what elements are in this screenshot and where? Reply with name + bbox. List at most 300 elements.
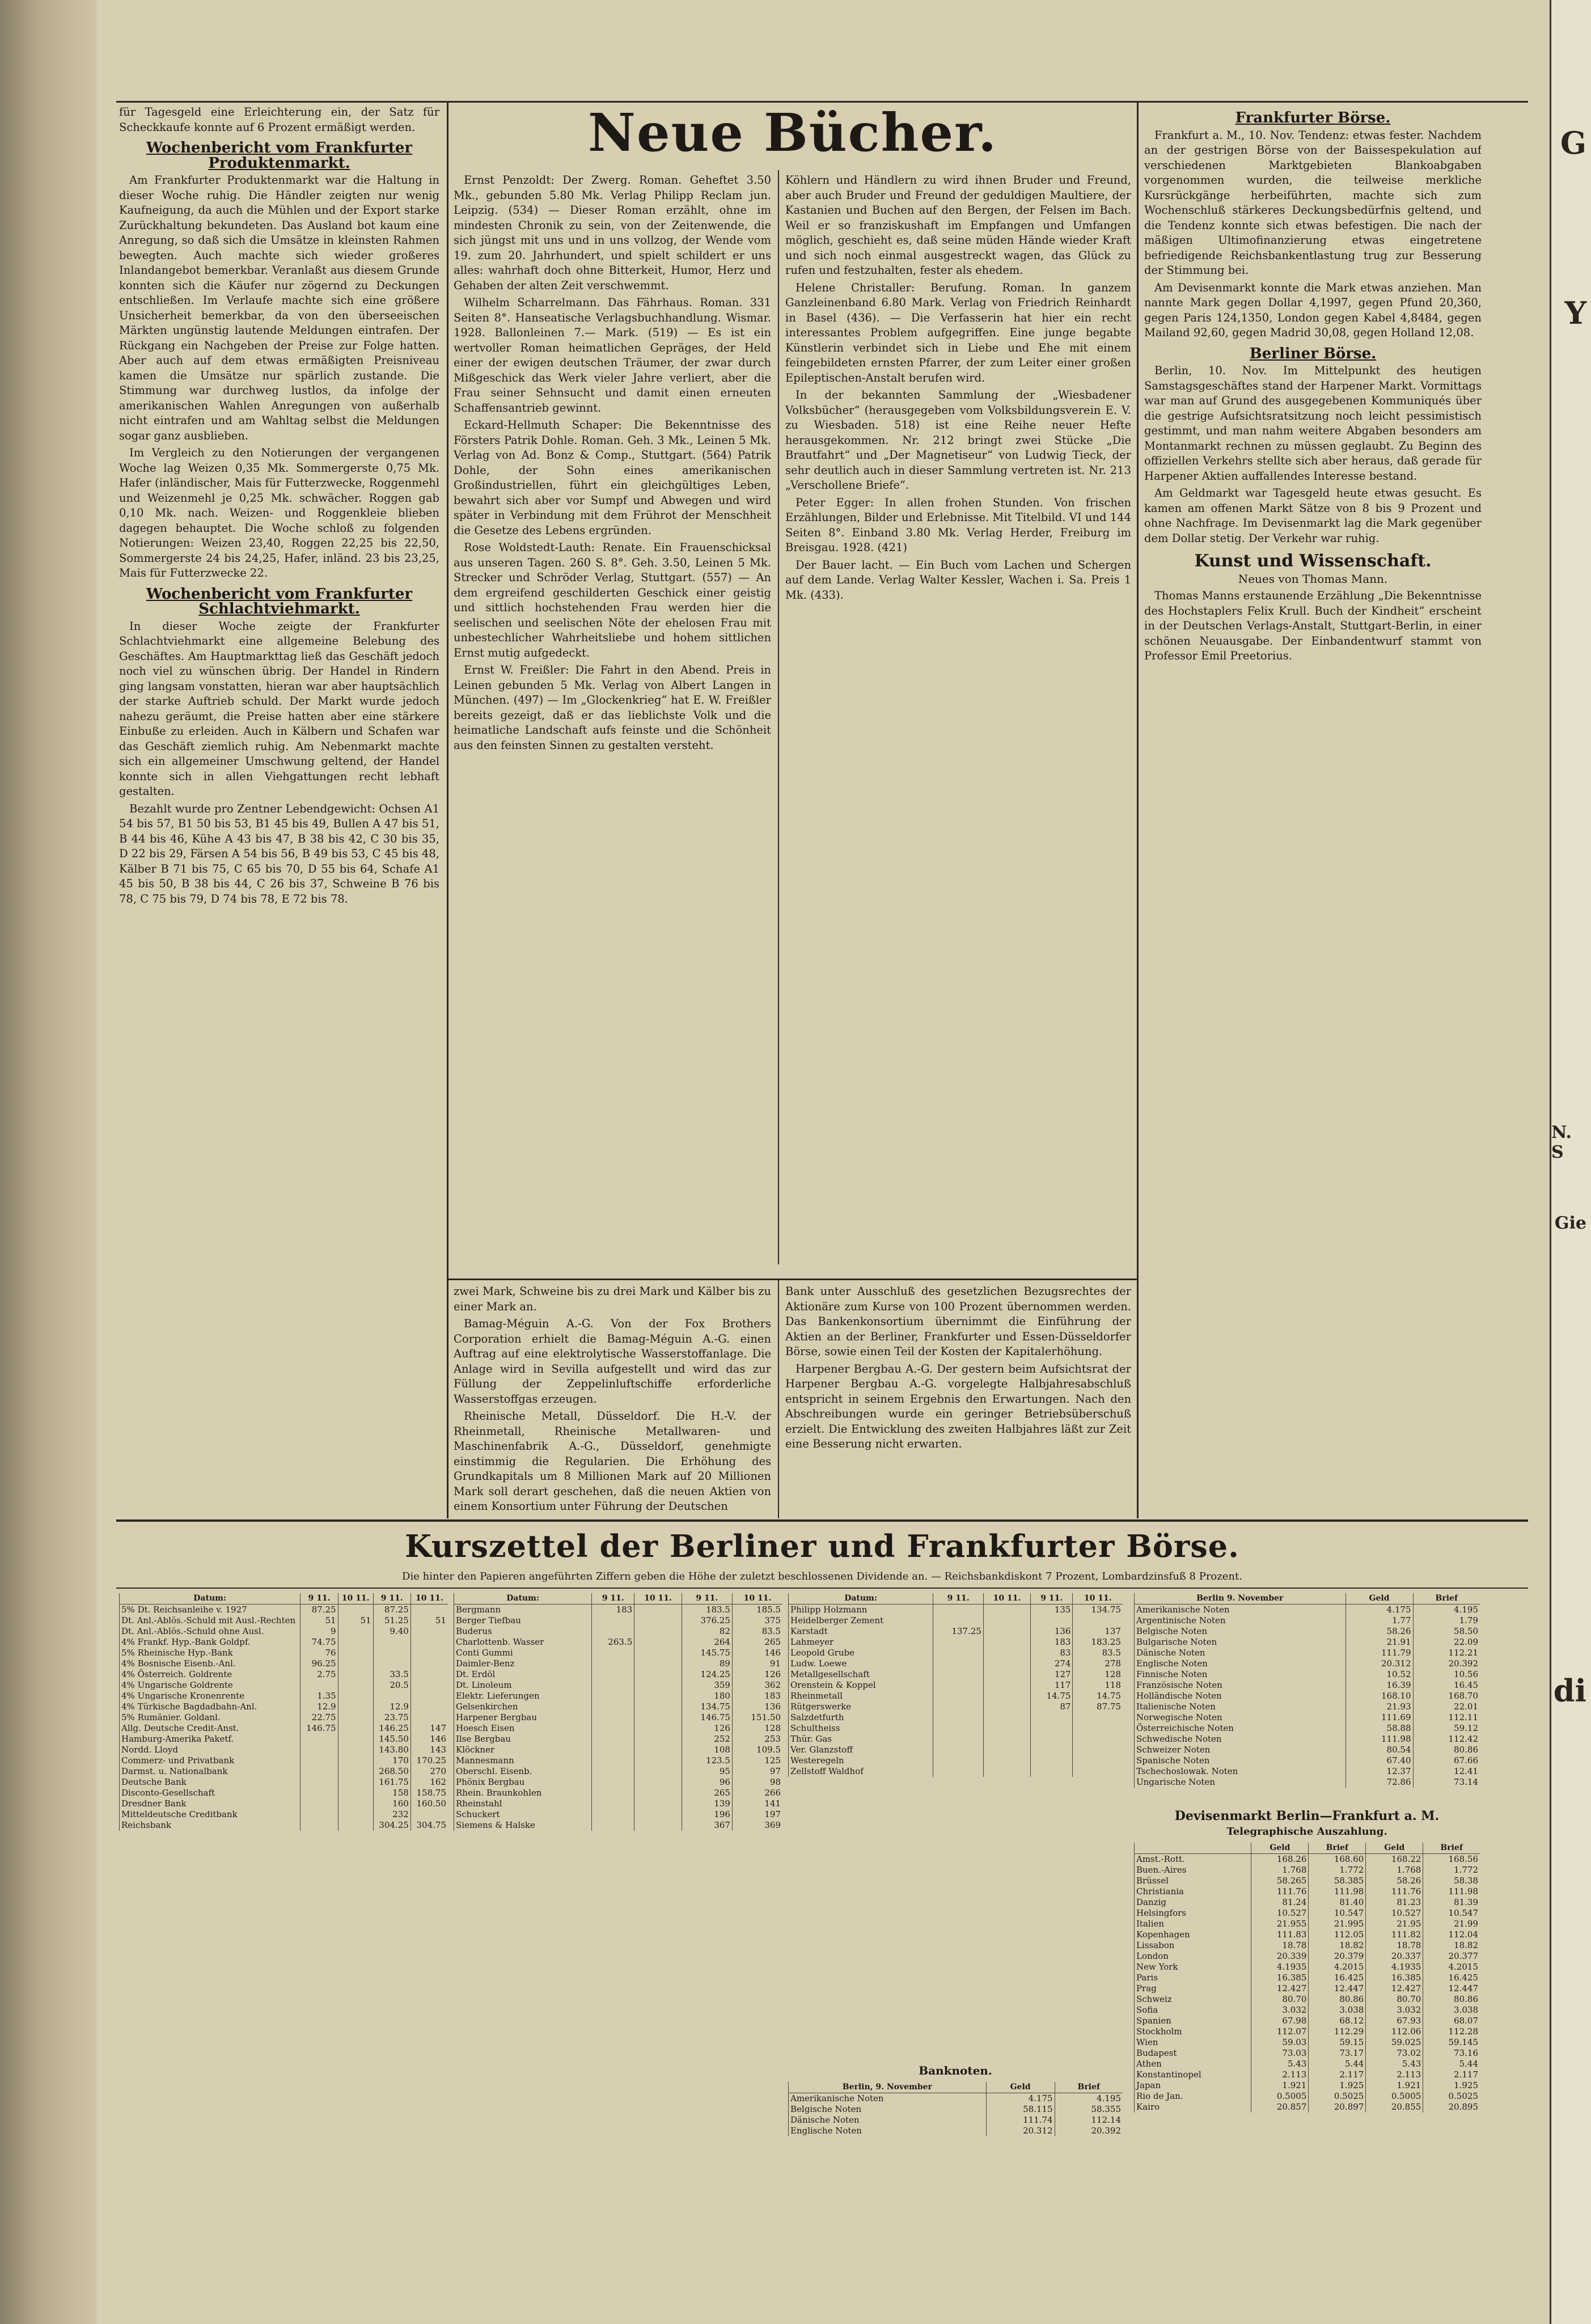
banknoten-row bbox=[789, 2115, 1123, 2126]
column-header: 9 11. bbox=[933, 1593, 984, 1605]
security-name: Ungarische Noten bbox=[1135, 1777, 1346, 1788]
paragraph: Rheinische Metall, Düsseldorf. Die H.-V. der Rheinmetall, Rheinische Metallwaren- und Maschinenfabrik A.-G., Düsseldorf, genehmigte einstimmig die Regularien. Die Erhöhung des Grundkapitals um 8 Millionen Mark auf 20 Millionen Mark soll derart geschehen, daß die neuen Aktien von einem Konsortium unter Führung der Deutschen bbox=[454, 1409, 771, 1513]
kurs-row bbox=[454, 1788, 783, 1798]
quote-value: 147 bbox=[411, 1723, 448, 1734]
quote-value bbox=[983, 1669, 1030, 1680]
quote-value bbox=[592, 1766, 634, 1777]
quote-value: 97 bbox=[732, 1766, 782, 1777]
quote-value bbox=[592, 1691, 634, 1701]
quote-value: 20.339 bbox=[1251, 1951, 1309, 1962]
security-name: Buderus bbox=[454, 1626, 592, 1637]
quote-value bbox=[1073, 1734, 1123, 1745]
kurs-row bbox=[120, 1734, 448, 1745]
quote-value bbox=[983, 1701, 1030, 1712]
column-header: Geld bbox=[1345, 1593, 1413, 1605]
devisen-row bbox=[1135, 1886, 1480, 1897]
quote-value bbox=[634, 1701, 682, 1712]
noten-row bbox=[1135, 1701, 1480, 1712]
quote-value: 3.032 bbox=[1251, 2005, 1309, 2016]
column-header bbox=[1135, 1843, 1251, 1854]
noten-row bbox=[1135, 1691, 1480, 1701]
quote-value bbox=[634, 1691, 682, 1701]
column-header: Brief bbox=[1413, 1593, 1480, 1605]
devisen-row bbox=[1135, 2048, 1480, 2059]
security-name: Bergmann bbox=[454, 1605, 592, 1616]
paragraph: Harpener Bergbau A.-G. Der gestern beim Aufsichtsrat der Harpener Bergbau A.-G. vorgelegte Halbjahresabschluß entspricht in seinem Ergebnis den Erwartungen. Nach den Abschreibungen wurde ein geringer Betriebsüberschuß erzielt. Die Entwicklung des zweiten Halbjahres läßt zur Zeit eine Besserung nicht erwarten. bbox=[785, 1362, 1131, 1450]
quote-value bbox=[933, 1691, 984, 1701]
quote-value: 51.25 bbox=[373, 1615, 411, 1626]
security-name: Nordd. Lloyd bbox=[120, 1745, 301, 1755]
quote-value: 134.75 bbox=[682, 1701, 732, 1712]
devisen-row bbox=[1135, 1865, 1480, 1876]
quote-value: 12.9 bbox=[373, 1701, 411, 1712]
quote-value: 111.74 bbox=[986, 2115, 1055, 2126]
kurs-rule bbox=[116, 1588, 1528, 1589]
security-name: Mitteldeutsche Creditbank bbox=[120, 1809, 301, 1820]
quote-value: 2.113 bbox=[1251, 2069, 1309, 2080]
kurs-row bbox=[789, 1658, 1123, 1669]
security-name: Finnische Noten bbox=[1135, 1669, 1346, 1680]
quote-value: 264 bbox=[682, 1637, 732, 1648]
quote-value: 18.82 bbox=[1309, 1940, 1366, 1951]
kurs-row bbox=[120, 1798, 448, 1809]
security-name: Italienische Noten bbox=[1135, 1701, 1346, 1712]
kurs-table-renten bbox=[119, 1593, 448, 1831]
quote-value: 265 bbox=[682, 1788, 732, 1798]
security-name: Disconto-Gesellschaft bbox=[120, 1788, 301, 1798]
kurs-row bbox=[789, 1626, 1123, 1637]
quote-value bbox=[933, 1755, 984, 1766]
quote-value bbox=[933, 1680, 984, 1691]
quote-value: 80.70 bbox=[1366, 1994, 1423, 2005]
quote-value: 80.86 bbox=[1423, 1994, 1480, 2005]
kurszettel-subtitle: Die hinter den Papieren angeführten Ziffern geben die Höhe der zuletzt beschlossenen Dividende an. — Reichsbankdiskont 7 Prozent, Lombardzinsfuß 8 Prozent. bbox=[402, 1571, 1242, 1582]
security-name: Commerz- und Privatbank bbox=[120, 1755, 301, 1766]
quote-value: 67.98 bbox=[1251, 2016, 1309, 2026]
quote-value: 143 bbox=[411, 1745, 448, 1755]
book-review: Rose Woldstedt-Lauth: Renate. Ein Frauenschicksal aus unseren Tagen. 260 S. 8°. Geh. 3.50, Leinen 5 Mk. Strecker und Schröder Verlag, Stuttgart. (557) — An dem ergreifend geschilderten Geschick einer geistig und sittlich hochstehenden Frau werden hier die seelischen und seelischen Nöte der ehelosen Frau mit unbestechlicher Wahrheitsliebe und hohem sittlichen Ernst mutig aufgedeckt. bbox=[454, 541, 771, 659]
quote-value: 67.40 bbox=[1345, 1755, 1413, 1766]
quote-value bbox=[338, 1809, 373, 1820]
banknoten-row bbox=[789, 2104, 1123, 2115]
kurs-row bbox=[789, 1766, 1123, 1777]
section-heading: Berliner Börse. bbox=[1249, 345, 1377, 362]
security-name: Rhein. Braunkohlen bbox=[454, 1788, 592, 1798]
security-name: Karstadt bbox=[789, 1626, 933, 1637]
quote-value: 68.07 bbox=[1423, 2016, 1480, 2026]
quote-value: 265 bbox=[732, 1637, 782, 1648]
quote-value bbox=[592, 1745, 634, 1755]
security-name: Schuckert bbox=[454, 1809, 592, 1820]
quote-value: 232 bbox=[373, 1809, 411, 1820]
quote-value bbox=[411, 1701, 448, 1712]
quote-value bbox=[338, 1680, 373, 1691]
quote-value: 12.9 bbox=[301, 1701, 338, 1712]
quote-value: 117 bbox=[1031, 1680, 1073, 1691]
quote-value bbox=[983, 1626, 1030, 1637]
quote-value: 0.5005 bbox=[1251, 2091, 1309, 2102]
quote-value: 80.70 bbox=[1251, 1994, 1309, 2005]
quote-value: 143.80 bbox=[373, 1745, 411, 1755]
quote-value: 4.175 bbox=[986, 2093, 1055, 2105]
quote-value bbox=[338, 1605, 373, 1616]
security-name: Mannesmann bbox=[454, 1755, 592, 1766]
quote-value: 124.25 bbox=[682, 1669, 732, 1680]
quote-value bbox=[592, 1626, 634, 1637]
security-name: Gelsenkirchen bbox=[454, 1701, 592, 1712]
quote-value: 151.50 bbox=[732, 1712, 782, 1723]
security-name: Deutsche Bank bbox=[120, 1777, 301, 1788]
quote-value bbox=[983, 1755, 1030, 1766]
quote-value: 1.772 bbox=[1423, 1865, 1480, 1876]
column-header: Brief bbox=[1055, 2082, 1123, 2093]
book-review: Ernst W. Freißler: Die Fahrt in den Abend. Preis in Leinen gebunden 5 Mk. Verlag von Albert Langen in München. (497) — Im „Glockenkrieg“ hat E. W. Freißler bereits gezeigt, daß er das lieblichste Volk und die heimatliche Landschaft aufs feinste und die Schönheit aus den feinsten Sinnen zu gestalten versteht. bbox=[454, 663, 771, 752]
quote-value bbox=[983, 1658, 1030, 1669]
quote-value: 183.25 bbox=[1073, 1637, 1123, 1648]
security-name: 4% Ungarische Goldrente bbox=[120, 1680, 301, 1691]
column-header: Geld bbox=[986, 2082, 1055, 2093]
noten-row bbox=[1135, 1680, 1480, 1691]
kurs-row bbox=[454, 1669, 783, 1680]
quote-value: 127 bbox=[1031, 1669, 1073, 1680]
quote-value: 73.16 bbox=[1423, 2048, 1480, 2059]
quote-value: 58.50 bbox=[1413, 1626, 1480, 1637]
quote-value: 10.547 bbox=[1309, 1908, 1366, 1919]
paragraph: Bank unter Ausschluß des gesetzlichen Bezugsrechtes der Aktionäre zum Kurse von 100 Prozent übernommen werden. Das Bankenkonsortium übernimmt die Einführung der Aktien an der Berliner, Frankfurter und Essen-Düsseldorfer Börse, sowie einen Teil der Kosten der Kapitalerhöhung. bbox=[785, 1285, 1131, 1358]
strip-letter: N. S bbox=[1551, 1123, 1572, 1162]
quote-value: 20.392 bbox=[1055, 2126, 1123, 2136]
quote-value: 112.04 bbox=[1423, 1929, 1480, 1940]
quote-value bbox=[983, 1637, 1030, 1648]
security-name: Stockholm bbox=[1135, 2026, 1251, 2037]
noten-row bbox=[1135, 1766, 1480, 1777]
column-header: 10 11. bbox=[411, 1593, 448, 1605]
column-header: 9 11. bbox=[592, 1593, 634, 1605]
kurs-row bbox=[120, 1745, 448, 1755]
noten-row bbox=[1135, 1755, 1480, 1766]
quote-value: 137 bbox=[1073, 1626, 1123, 1637]
security-name: Siemens & Halske bbox=[454, 1820, 592, 1831]
quote-value: 183 bbox=[732, 1691, 782, 1701]
quote-value: 51 bbox=[338, 1615, 373, 1626]
quote-value bbox=[983, 1745, 1030, 1755]
devisen-row bbox=[1135, 1929, 1480, 1940]
paragraph: Frankfurt a. M., 10. Nov. Tendenz: etwas fester. Nachdem an der gestrigen Börse von der Baissespekulation auf verschiedenen Marktgebieten Blankoabgaben vorgenommen wurden, die teilweise merkliche Kursrückgänge herbeiführten, machte sich zum Wochenschluß stärkeres Deckungsbedürfnis geltend, und die Tendenz konnte sich etwas befestigen. Die nach der mäßigen Ultimofinanzierung etwas eingetretene befriedigende Reichsbankentlastung trug zur Besserung der Stimmung bei. bbox=[1144, 128, 1482, 277]
quote-value: 162 bbox=[411, 1777, 448, 1788]
quote-value: 16.425 bbox=[1309, 1972, 1366, 1983]
quote-value: 0.5025 bbox=[1309, 2091, 1366, 2102]
quote-value bbox=[634, 1745, 682, 1755]
security-name: Amst.-Rott. bbox=[1135, 1854, 1251, 1865]
quote-value bbox=[592, 1777, 634, 1788]
security-name: Phönix Bergbau bbox=[454, 1777, 592, 1788]
quote-value: 112.11 bbox=[1413, 1712, 1480, 1723]
security-name: Darmst. u. Nationalbank bbox=[120, 1766, 301, 1777]
devisen-row bbox=[1135, 2026, 1480, 2037]
quote-value: 80.54 bbox=[1345, 1745, 1413, 1755]
kurs-row bbox=[120, 1723, 448, 1734]
security-name: Dt. Erdöl bbox=[454, 1669, 592, 1680]
subheading: Neues von Thomas Mann. bbox=[1238, 572, 1388, 586]
strip-letter: Y bbox=[1564, 295, 1586, 331]
quote-value: 111.76 bbox=[1366, 1886, 1423, 1897]
quote-value bbox=[592, 1669, 634, 1680]
kurs-row bbox=[789, 1680, 1123, 1691]
quote-value: 270 bbox=[411, 1766, 448, 1777]
quote-value: 21.95 bbox=[1366, 1919, 1423, 1929]
kurs-row bbox=[454, 1755, 783, 1766]
kurs-row bbox=[789, 1648, 1123, 1658]
book-review: Peter Egger: In allen frohen Stunden. Von frischen Erzählungen, Bilder und Erlebnisse. Mit Titelbild. VI und 144 Seiten 8°. Einband 3.80 Mk. Verlag Herder, Freiburg im Breisgau. 1928. (421) bbox=[785, 496, 1131, 554]
quote-value: 80.86 bbox=[1309, 1994, 1366, 2005]
quote-value: 9.40 bbox=[373, 1626, 411, 1637]
security-name: Kairo bbox=[1135, 2102, 1251, 2113]
quote-value: 59.025 bbox=[1366, 2037, 1423, 2048]
quote-value: 58.385 bbox=[1309, 1876, 1366, 1886]
quote-value: 4.195 bbox=[1413, 1605, 1480, 1616]
security-name: Athen bbox=[1135, 2059, 1251, 2069]
quote-value bbox=[1031, 1712, 1073, 1723]
quote-value: 123.5 bbox=[682, 1755, 732, 1766]
quote-value bbox=[301, 1680, 338, 1691]
quote-value bbox=[933, 1734, 984, 1745]
quote-value: 16.39 bbox=[1345, 1680, 1413, 1691]
quote-value: 59.145 bbox=[1423, 2037, 1480, 2048]
section-heading: Wochenbericht vom Frankfurter Schlachtviehmarkt. bbox=[146, 585, 413, 617]
security-name: Schultheiss bbox=[789, 1723, 933, 1734]
quote-value: 12.427 bbox=[1366, 1983, 1423, 1994]
quote-value: 376.25 bbox=[682, 1615, 732, 1626]
quote-value: 2.117 bbox=[1423, 2069, 1480, 2080]
banknoten-row bbox=[789, 2126, 1123, 2136]
column-wirtschaft-2 bbox=[785, 1284, 1131, 1517]
quote-value bbox=[338, 1712, 373, 1723]
noten-row bbox=[1135, 1712, 1480, 1723]
quote-value: 10.547 bbox=[1423, 1908, 1480, 1919]
security-name: Ilse Bergbau bbox=[454, 1734, 592, 1745]
quote-value bbox=[411, 1626, 448, 1637]
kurs-row bbox=[120, 1626, 448, 1637]
security-name: Rheinstahl bbox=[454, 1798, 592, 1809]
security-name: Budapest bbox=[1135, 2048, 1251, 2059]
quote-value bbox=[338, 1734, 373, 1745]
kurs-row bbox=[789, 1605, 1123, 1616]
quote-value bbox=[338, 1745, 373, 1755]
book-review: In der bekannten Sammlung der „Wiesbadener Volksbücher“ (herausgegeben vom Volksbildungsverein E. V. zu Wiesbaden. 518) ist eine Reihe neuer Hefte herausgekommen. Nr. 212 bringt zwei Stücke „Die Brautfahrt“ und „Der Magnetiseur“ von Ludwig Tieck, der sehr deutlich auch in dieser Sammlung vertreten ist. Nr. 213 „Verschollene Briefe“. bbox=[785, 388, 1131, 492]
quote-value: 12.37 bbox=[1345, 1766, 1413, 1777]
devisen-table bbox=[1134, 1843, 1480, 2113]
column-boerse bbox=[1144, 105, 1482, 1517]
quote-value bbox=[1073, 1766, 1123, 1777]
kurs-row bbox=[454, 1605, 783, 1616]
quote-value: 118 bbox=[1073, 1680, 1123, 1691]
quote-value bbox=[338, 1788, 373, 1798]
security-name: Elektr. Lieferungen bbox=[454, 1691, 592, 1701]
paragraph: Bamag-Méguin A.-G. Von der Fox Brothers Corporation erhielt die Bamag-Méguin A.-G. einen Auftrag auf eine elektrolytische Wasserstoffanlage. Die Anlage wird in Sevilla aufgestellt und wird das zur Füllung der Zeppelinluftschiffe erforderliche Wasserstoffgas erzeugen. bbox=[454, 1317, 771, 1406]
quote-value: 109.5 bbox=[732, 1745, 782, 1755]
quote-value: 161.75 bbox=[373, 1777, 411, 1788]
devisen-row bbox=[1135, 1972, 1480, 1983]
quote-value: 1.925 bbox=[1423, 2080, 1480, 2091]
quote-value bbox=[1073, 1745, 1123, 1755]
security-name: Lahmeyer bbox=[789, 1637, 933, 1648]
kurs-row bbox=[120, 1680, 448, 1691]
kurs-row bbox=[120, 1788, 448, 1798]
quote-value bbox=[338, 1820, 373, 1831]
devisen-row bbox=[1135, 2102, 1480, 2113]
table-header-row bbox=[789, 1593, 1123, 1605]
quote-value: 126 bbox=[682, 1723, 732, 1734]
quote-value bbox=[592, 1798, 634, 1809]
book-review: Eckard-Hellmuth Schaper: Die Bekenntnisse des Försters Patrik Dohle. Roman. Geh. 3 Mk., Leinen 5 Mk. Verlag von Ad. Bonz & Comp., Stuttgart. (564) Patrik Dohle, der Sohn eines amerikanischen Großindustriellen, führt ein gleichgültiges Leben, bewahrt sich aber vor Sumpf und Abwegen und wird später in Verbindung mit dem Frührot der Menschheit die Gesetze des Lebens ergründen. bbox=[454, 418, 771, 537]
noten-row bbox=[1135, 1648, 1480, 1658]
column-rule bbox=[778, 1280, 779, 1518]
quote-value: 278 bbox=[1073, 1658, 1123, 1669]
kurs-row bbox=[454, 1820, 783, 1831]
quote-value: 96.25 bbox=[301, 1658, 338, 1669]
kurs-row bbox=[120, 1669, 448, 1680]
quote-value bbox=[411, 1680, 448, 1691]
quote-value: 1.768 bbox=[1366, 1865, 1423, 1876]
security-name: Argentinische Noten bbox=[1135, 1615, 1346, 1626]
quote-value bbox=[634, 1809, 682, 1820]
quote-value bbox=[592, 1615, 634, 1626]
quote-value: 111.98 bbox=[1345, 1734, 1413, 1745]
security-name: Sofia bbox=[1135, 2005, 1251, 2016]
paragraph: Am Geldmarkt war Tagesgeld heute etwas gesucht. Es kamen am offenen Markt Sätze von 8 bis 9 Prozent und ohne Nachfrage. Im Devisenmarkt lag die Mark gegenüber dem Dollar stetig. Der Verkehr war ruhig. bbox=[1144, 486, 1482, 545]
quote-value: 266 bbox=[732, 1788, 782, 1798]
quote-value: 10.527 bbox=[1366, 1908, 1423, 1919]
security-name: Hamburg-Amerika Paketf. bbox=[120, 1734, 301, 1745]
quote-value bbox=[983, 1605, 1030, 1616]
column-header: Berlin, 9. November bbox=[789, 2082, 987, 2093]
quote-value: 21.955 bbox=[1251, 1919, 1309, 1929]
quote-value: 0.5005 bbox=[1366, 2091, 1423, 2102]
kurs-row bbox=[789, 1755, 1123, 1766]
quote-value bbox=[933, 1605, 984, 1616]
column-header: 9 11. bbox=[682, 1593, 732, 1605]
noten-table bbox=[1134, 1593, 1480, 1788]
quote-value bbox=[592, 1712, 634, 1723]
quote-value bbox=[933, 1701, 984, 1712]
quote-value: 128 bbox=[1073, 1669, 1123, 1680]
quote-value: 59.12 bbox=[1413, 1723, 1480, 1734]
kurs-row bbox=[789, 1615, 1123, 1626]
quote-value bbox=[634, 1669, 682, 1680]
security-name: Berger Tiefbau bbox=[454, 1615, 592, 1626]
table-header-row bbox=[454, 1593, 783, 1605]
quote-value bbox=[411, 1712, 448, 1723]
book-binding-shadow bbox=[0, 0, 96, 2324]
devisen-row bbox=[1135, 2005, 1480, 2016]
quote-value: 1.79 bbox=[1413, 1615, 1480, 1626]
devisen-row bbox=[1135, 1951, 1480, 1962]
quote-value: 58.38 bbox=[1423, 1876, 1480, 1886]
quote-value: 73.17 bbox=[1309, 2048, 1366, 2059]
quote-value: 128 bbox=[732, 1723, 782, 1734]
quote-value: 111.83 bbox=[1251, 1929, 1309, 1940]
kurs-row bbox=[789, 1712, 1123, 1723]
kurs-row bbox=[120, 1615, 448, 1626]
kurs-row bbox=[454, 1691, 783, 1701]
kurszettel-title: Kurszettel der Berliner und Frankfurter Börse. bbox=[405, 1528, 1239, 1564]
security-name: Belgische Noten bbox=[789, 2104, 987, 2115]
security-name: Dänische Noten bbox=[789, 2115, 987, 2126]
quote-value: 268.50 bbox=[373, 1766, 411, 1777]
quote-value: 112.05 bbox=[1309, 1929, 1366, 1940]
quote-value: 146 bbox=[411, 1734, 448, 1745]
noten-row bbox=[1135, 1723, 1480, 1734]
book-review: Köhlern und Händlern zu wird ihnen Bruder und Freund, aber auch Bruder und Freund der geduldigen Maultiere, der Kastanien und Buchen auf den Bergen, der Felsen im Bach. Weil er so franziskushaft im Empfangen und Umfangen möglich, geschieht es, daß seine müden Hände wieder Kraft und sich noch einmal ausgestreckt wagen, das Glück zu rufen und festzuhalten, fester als ehedem. bbox=[785, 173, 1131, 277]
quote-value bbox=[983, 1766, 1030, 1777]
security-name: Dänische Noten bbox=[1135, 1648, 1346, 1658]
devisen-row bbox=[1135, 1983, 1480, 1994]
quote-value: 168.56 bbox=[1423, 1854, 1480, 1865]
table-header-row bbox=[1135, 1593, 1480, 1605]
quote-value: 168.22 bbox=[1366, 1854, 1423, 1865]
quote-value: 21.99 bbox=[1423, 1919, 1480, 1929]
book-review: Wilhelm Scharrelmann. Das Fährhaus. Roman. 331 Seiten 8°. Hanseatische Verlagsbuchhandlung. Wismar. 1928. Ballonleinen 7.— Mark. (519) — Es ist ein wertvoller Roman heimatlichen Gepräges, der Held einer der ewigen deutschen Träumer, der zwar durch Mißgeschick das Werk vieler Jahre verliert, aber die Frau seiner Sehnsucht und damit einen erneuten Schaffensantrieb gewinnt. bbox=[454, 296, 771, 414]
quote-value: 81.24 bbox=[1251, 1897, 1309, 1908]
quote-value: 12.447 bbox=[1423, 1983, 1480, 1994]
quote-value: 125 bbox=[732, 1755, 782, 1766]
quote-value bbox=[338, 1626, 373, 1637]
security-name: 4% Frankf. Hyp.-Bank Goldpf. bbox=[120, 1637, 301, 1648]
quote-value: 2.113 bbox=[1366, 2069, 1423, 2080]
quote-value bbox=[301, 1766, 338, 1777]
paragraph: Am Devisenmarkt konnte die Mark etwas anziehen. Man nannte Mark gegen Dollar 4,1997, gegen Pfund 20,360, gegen Paris 124,1350, London gegen Kabel 4,8484, gegen Mailand 92,60, gegen Madrid 30,08, gegen Holland 12,08. bbox=[1144, 281, 1482, 339]
quote-value bbox=[634, 1658, 682, 1669]
security-name: Lissabon bbox=[1135, 1940, 1251, 1951]
column-header: Datum: bbox=[454, 1593, 592, 1605]
book-review: Der Bauer lacht. — Ein Buch vom Lachen und Schergen auf dem Lande. Verlag Walter Kessler, Wachen i. Sa. Preis 1 Mk. (433). bbox=[785, 558, 1131, 602]
quote-value bbox=[373, 1691, 411, 1701]
strip-letter: di bbox=[1553, 1673, 1586, 1709]
quote-value: 367 bbox=[682, 1820, 732, 1831]
quote-value: 1.921 bbox=[1366, 2080, 1423, 2091]
column-books-2 bbox=[785, 173, 1131, 1276]
quote-value: 82 bbox=[682, 1626, 732, 1637]
quote-value bbox=[933, 1648, 984, 1658]
column-header: Datum: bbox=[120, 1593, 301, 1605]
column-header: 9 11. bbox=[373, 1593, 411, 1605]
quote-value: 375 bbox=[732, 1615, 782, 1626]
column-header: 10 11. bbox=[634, 1593, 682, 1605]
kurs-top-rule bbox=[116, 1519, 1528, 1522]
devisen-row bbox=[1135, 1994, 1480, 2005]
security-name: Schwedische Noten bbox=[1135, 1734, 1346, 1745]
quote-value: 5.44 bbox=[1309, 2059, 1366, 2069]
quote-value: 20.897 bbox=[1309, 2102, 1366, 2113]
quote-value bbox=[411, 1637, 448, 1648]
kurs-row bbox=[120, 1701, 448, 1712]
quote-value bbox=[373, 1658, 411, 1669]
security-name: Brüssel bbox=[1135, 1876, 1251, 1886]
security-name: Dt. Anl.-Ablös.-Schuld mit Ausl.-Rechten bbox=[120, 1615, 301, 1626]
quote-value: 16.425 bbox=[1423, 1972, 1480, 1983]
security-name: Philipp Holzmann bbox=[789, 1605, 933, 1616]
security-name: Danzig bbox=[1135, 1897, 1251, 1908]
quote-value: 1.772 bbox=[1309, 1865, 1366, 1876]
page-title: Neue Bücher. bbox=[587, 102, 998, 163]
quote-value bbox=[933, 1658, 984, 1669]
quote-value: 274 bbox=[1031, 1658, 1073, 1669]
quote-value: 359 bbox=[682, 1680, 732, 1691]
security-name: Dt. Anl.-Ablös.-Schuld ohne Ausl. bbox=[120, 1626, 301, 1637]
column-header: 10 11. bbox=[732, 1593, 782, 1605]
quote-value: 136 bbox=[732, 1701, 782, 1712]
quote-value bbox=[338, 1755, 373, 1766]
